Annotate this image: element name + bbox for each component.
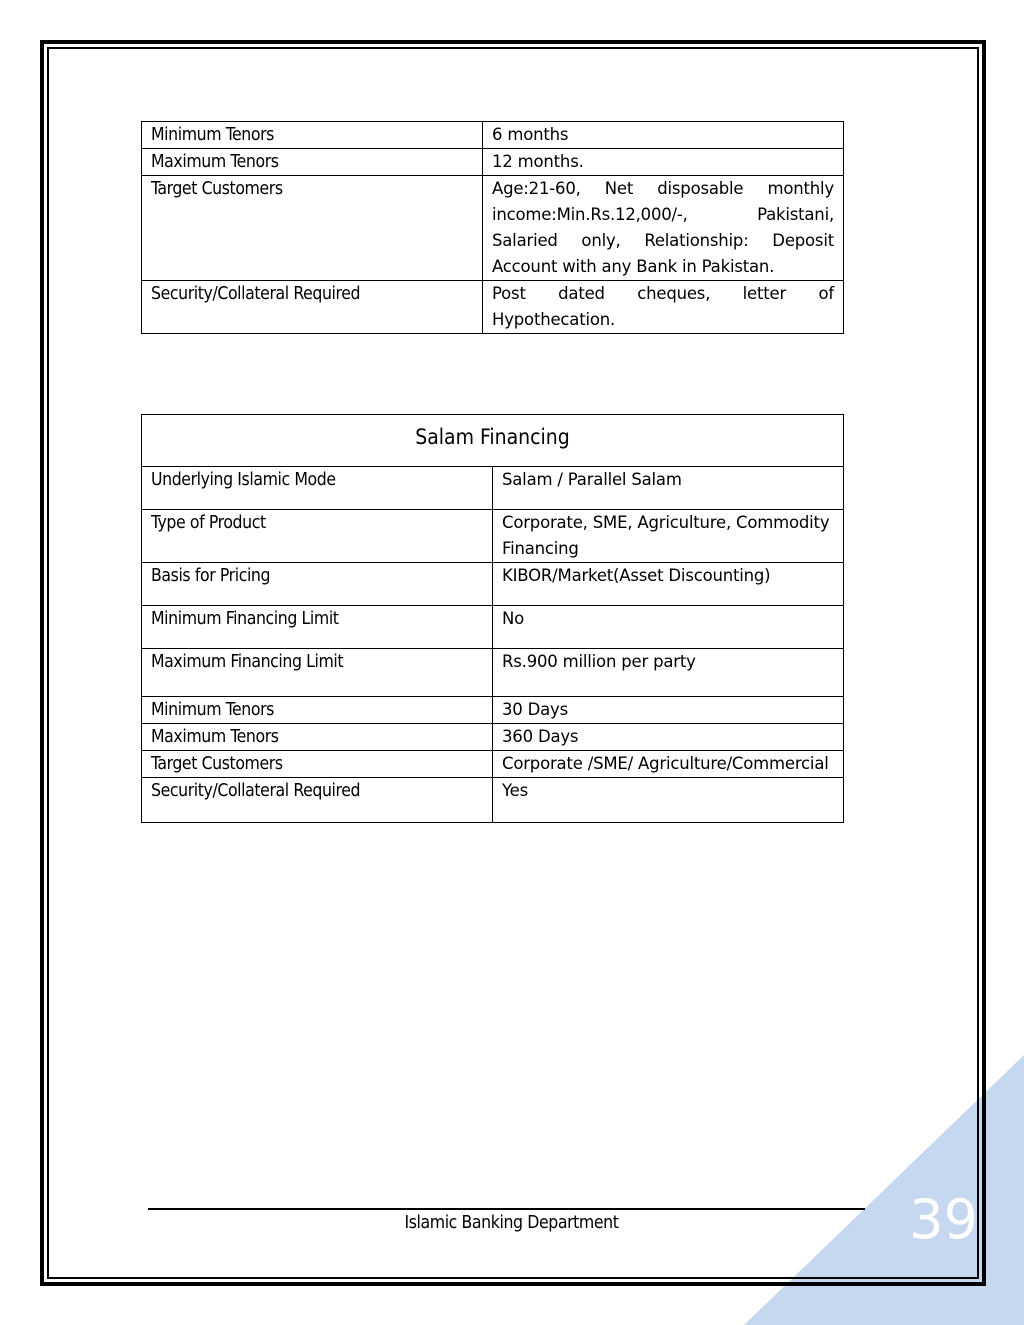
financing-details-table <box>141 121 844 334</box>
table-row <box>142 751 844 778</box>
row-value: 6 months <box>483 122 844 149</box>
row-label: Maximum Tenors <box>142 149 483 176</box>
row-label: Minimum Tenors <box>142 122 483 149</box>
row-label: Basis for Pricing <box>142 563 493 606</box>
row-label: Type of Product <box>142 510 493 563</box>
row-value: No <box>493 606 844 649</box>
table-row <box>142 606 844 649</box>
row-value: Rs.900 million per party <box>493 649 844 697</box>
row-value: Age:21-60, Net disposable monthly income:Min.Rs.12,000/-, Pakistani, Salaried only, Relationship: Deposit Account with any Bank in Pakistan. <box>483 176 844 281</box>
row-label: Minimum Financing Limit <box>142 606 493 649</box>
row-value: 12 months. <box>483 149 844 176</box>
row-value: KIBOR/Market(Asset Discounting) <box>493 563 844 606</box>
row-value: 360 Days <box>493 724 844 751</box>
row-value: Post dated cheques, letter of Hypothecation. <box>483 281 844 334</box>
table-row <box>142 697 844 724</box>
table-row <box>142 149 844 176</box>
table-row <box>142 778 844 823</box>
footer-department: Islamic Banking Department <box>404 1213 619 1233</box>
table-row <box>142 724 844 751</box>
row-label: Maximum Financing Limit <box>142 649 493 697</box>
table-row <box>142 176 844 281</box>
table-row <box>142 510 844 563</box>
table-row <box>142 122 844 149</box>
salam-financing-table <box>141 414 844 823</box>
page-number: 39 <box>909 1188 978 1251</box>
row-value: 30 Days <box>493 697 844 724</box>
row-value: Yes <box>493 778 844 823</box>
row-label: Security/Collateral Required <box>142 778 493 823</box>
row-label: Security/Collateral Required <box>142 281 483 334</box>
table-row <box>142 563 844 606</box>
row-label: Target Customers <box>142 751 493 778</box>
row-label: Maximum Tenors <box>142 724 493 751</box>
table-title-row <box>142 415 844 467</box>
row-value: Corporate, SME, Agriculture, Commodity Financing <box>493 510 844 563</box>
row-label: Underlying Islamic Mode <box>142 467 493 510</box>
table-title: Salam Financing <box>142 415 844 467</box>
table-row <box>142 467 844 510</box>
row-value: Salam / Parallel Salam <box>493 467 844 510</box>
table-row <box>142 649 844 697</box>
row-value: Corporate /SME/ Agriculture/Commercial <box>493 751 844 778</box>
table-row <box>142 281 844 334</box>
row-label: Target Customers <box>142 176 483 281</box>
footer-divider <box>148 1208 865 1210</box>
row-label: Minimum Tenors <box>142 697 493 724</box>
